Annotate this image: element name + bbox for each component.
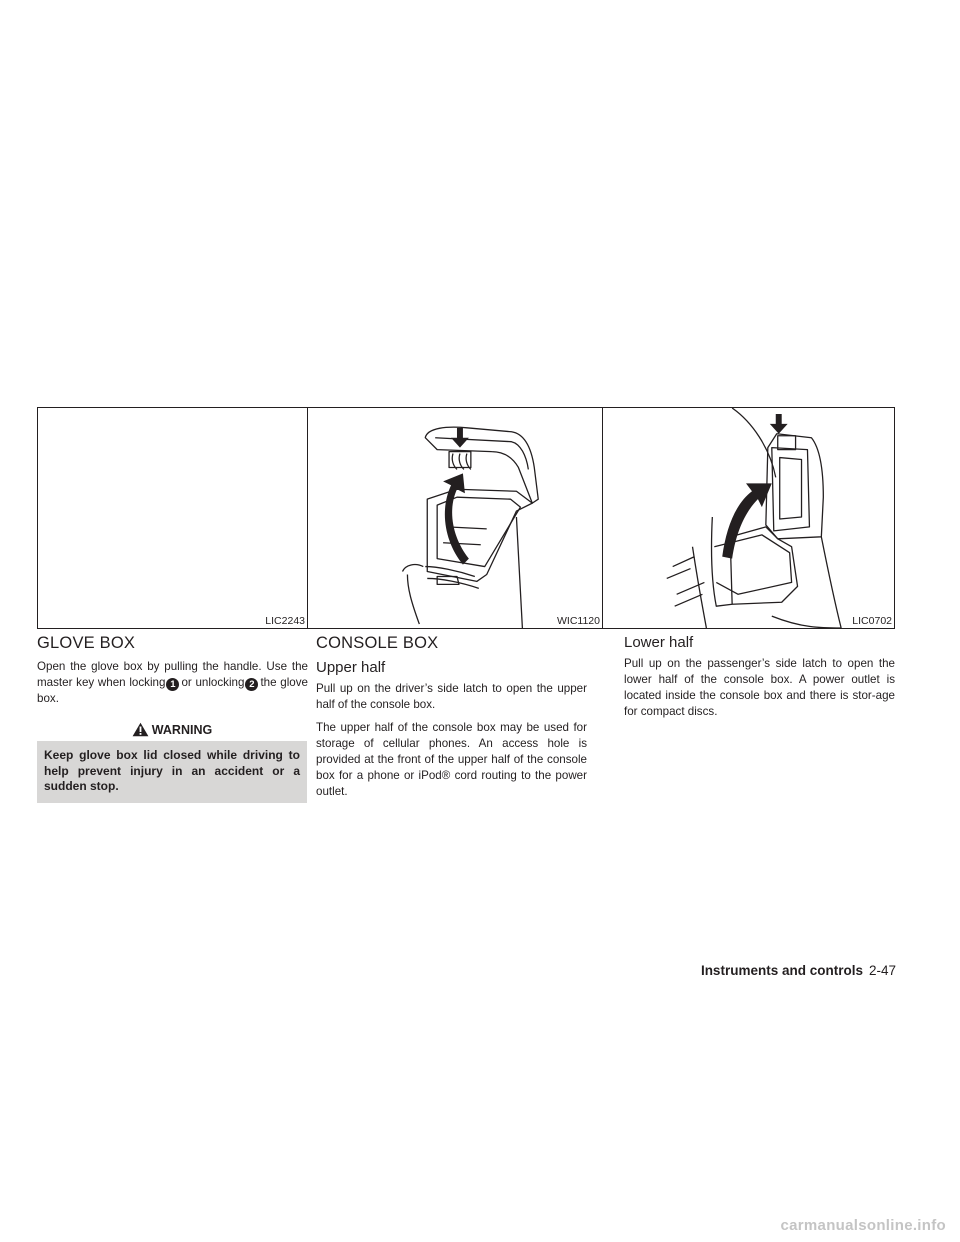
warning-title: WARNING [151, 723, 213, 737]
callout-number: 1 [166, 678, 179, 691]
text-segment: the glove box. [37, 676, 309, 705]
page-footer [701, 963, 896, 978]
figure-code: LIC0702 [852, 615, 892, 627]
glove-box-section [37, 634, 308, 803]
text-segment: or unlocking [181, 676, 245, 689]
figure-code: LIC2243 [265, 615, 305, 627]
section-heading: CONSOLE BOX [316, 634, 439, 652]
console-box-section [316, 634, 587, 807]
chapter-title: Instruments and controls [700, 963, 863, 978]
lower-half-section [624, 634, 895, 727]
lower-half-paragraph: Pull up on the passenger’s side latch to open the lower half of the console box. A power outlet is located inside the console box and there is stor-age for compact discs. [624, 657, 895, 718]
console-upper-figure [307, 407, 603, 629]
warning-icon [132, 722, 149, 737]
callout-number: 2 [245, 678, 258, 691]
console-upper-illustration [308, 408, 602, 628]
figure-code: WIC1120 [557, 615, 600, 627]
warning-header [37, 719, 307, 741]
text-segment: Open the glove box by pulling the handle. Use the master key when locking [37, 660, 308, 689]
subsection-heading: Upper half [316, 659, 386, 676]
warning-box [37, 719, 307, 803]
page-number: 2-47 [868, 963, 896, 978]
glove-box-figure [37, 407, 308, 629]
subsection-heading: Lower half [624, 634, 694, 651]
upper-half-paragraph-2: The upper half of the console box may be used for storage of cellular phones. An access hole is provided at the front of the upper half of the console box for a phone or iPod® cord routing to the power outlet. [316, 721, 587, 798]
warning-text: Keep glove box lid closed while driving to help prevent injury in an accident or a sudden stop. [37, 741, 307, 803]
watermark: carmanualsonline.info [780, 1217, 946, 1234]
console-lower-illustration [603, 408, 894, 628]
console-lower-figure [602, 407, 895, 629]
glove-box-paragraph [37, 659, 308, 707]
section-heading: GLOVE BOX [37, 634, 136, 652]
upper-half-paragraph-1: Pull up on the driver’s side latch to open the upper half of the console box. [316, 682, 587, 711]
